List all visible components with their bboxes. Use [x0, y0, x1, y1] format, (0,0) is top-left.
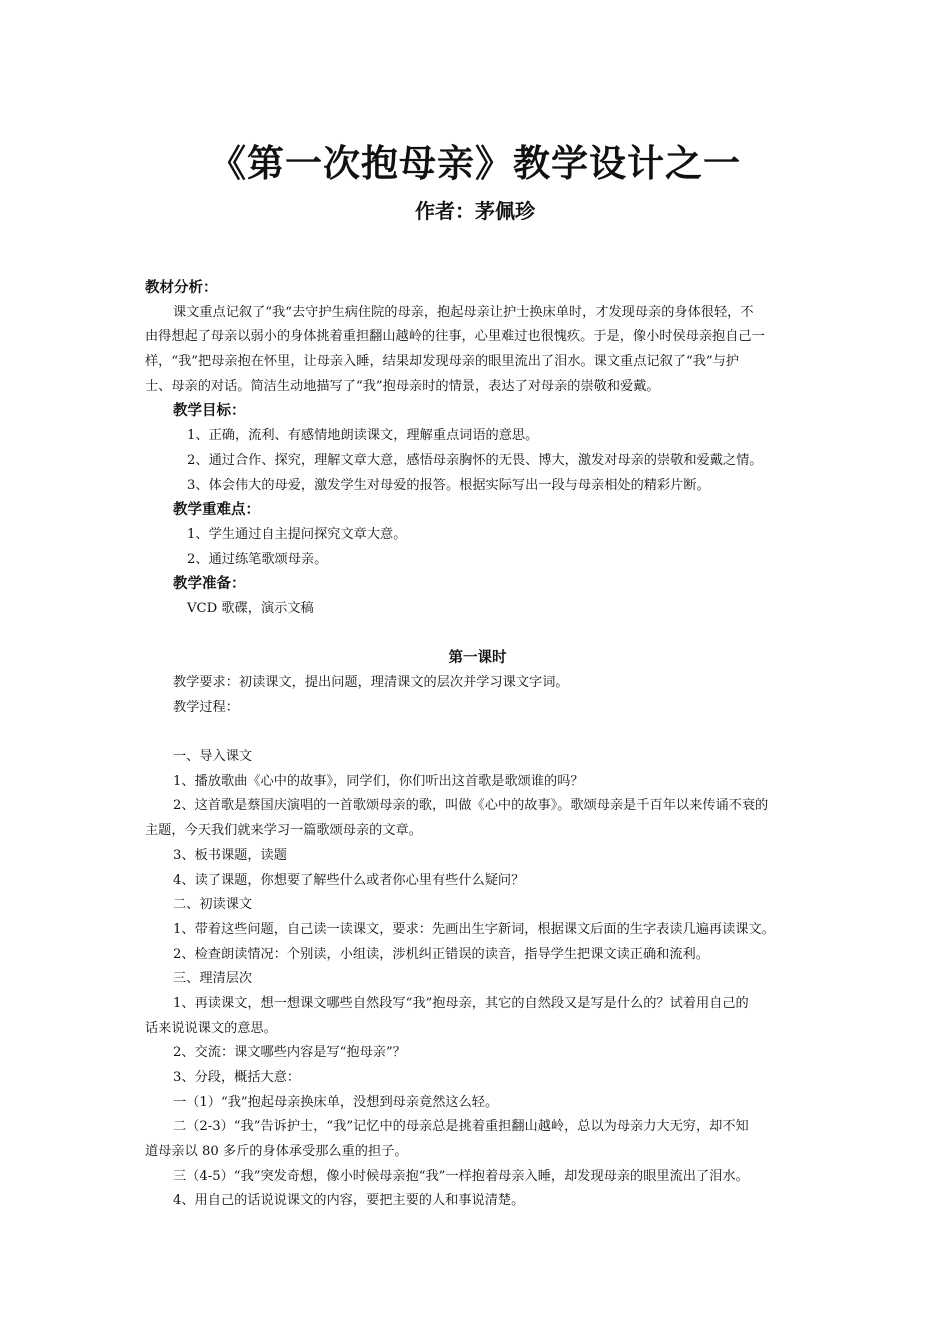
preparation-text: VCD 歌碟，演示文稿: [187, 600, 314, 616]
lesson-line: 道母亲以 80 多斤的身体承受那么重的担子。: [145, 1144, 408, 1160]
lesson-line: 2、这首歌是蔡国庆演唱的一首歌颂母亲的歌，叫做《心中的故事》。歌颂母亲是千百年以来传诵不衰的: [173, 798, 769, 814]
goals-heading: 教学目标：: [173, 403, 246, 420]
lesson-line: 三、理清层次: [173, 971, 253, 987]
goals-item: 3、体会伟大的母爱，激发学生对母爱的报答。根据实际写出一段与母亲相处的精彩片断。: [187, 477, 710, 493]
analysis-heading: 教材分析：: [145, 280, 218, 296]
lesson-line: 3、板书课题，读题: [173, 847, 287, 863]
lesson-line: 二（2-3）“我”告诉护士，“我”记忆中的母亲总是挑着重担翻山越岭，总以为母亲力大无穷，却不知: [173, 1119, 749, 1135]
lesson-line: 1、再读课文，想一想课文哪些自然段写“我”抱母亲，其它的自然段又是写是什么的？试着用自己的: [173, 995, 749, 1011]
lesson-line: 2、检查朗读情况：个别读，小组读，涉机纠正错误的读音，指导学生把课文读正确和流利。: [173, 946, 709, 962]
lesson-line: 4、读了课题，你想要了解些什么或者你心里有些什么疑问？: [173, 872, 525, 888]
difficulties-item: 1、学生通过自主提问探究文章大意。: [187, 526, 407, 542]
difficulties-heading: 教学重难点：: [173, 502, 260, 519]
lesson-line: 2、交流：课文哪些内容是写“抱母亲”？: [173, 1045, 406, 1061]
lesson-heading: 第一课时: [448, 650, 507, 667]
goals-item: 2、通过合作、探究，理解文章大意，感悟母亲胸怀的无畏、博大，激发对母亲的崇敬和爱戴之情。: [187, 452, 763, 468]
lesson-line: 一、导入课文: [173, 749, 253, 765]
lesson-process-label: 教学过程：: [173, 699, 239, 715]
document-author: 作者：茅佩珍: [415, 199, 535, 223]
preparation-heading: 教学准备：: [173, 576, 246, 593]
lesson-line: 4、用自己的话说说课文的内容，要把主要的人和事说清楚。: [173, 1193, 525, 1209]
lesson-requirement: 教学要求：初读课文，提出问题，理清课文的层次并学习课文字词。: [173, 675, 569, 690]
analysis-line: 由得想起了母亲以弱小的身体挑着重担翻山越岭的往事，心里难过也很愧疚。于是，像小时侯母亲抱自己一: [145, 329, 765, 345]
analysis-line: 士、母亲的对话。简洁生动地描写了“我”抱母亲时的情景，表达了对母亲的崇敬和爱戴。: [145, 378, 660, 394]
analysis-line: 课文重点记叙了“我“去守护生病住院的母亲，抱起母亲让护士换床单时，才发现母亲的身体很轻，不: [173, 304, 754, 320]
lesson-line: 一（1）“我”抱起母亲换床单，没想到母亲竟然这么轻。: [173, 1094, 499, 1110]
analysis-line: 样，“我”把母亲抱在怀里，让母亲入睡，结果却发现母亲的眼里流出了泪水。课文重点记叙了“我”与护: [145, 354, 740, 370]
document-title: 《第一次抱母亲》教学设计之一: [209, 142, 741, 185]
lesson-line: 话来说说课文的意思。: [145, 1020, 277, 1036]
lesson-line: 三（4-5）“我”突发奇想，像小时候母亲抱“我”一样抱着母亲入睡，却发现母亲的眼里流出了泪水。: [173, 1168, 749, 1184]
document-body: [145, 276, 810, 1214]
lesson-line: 3、分段，概括大意：: [173, 1070, 301, 1085]
lesson-line: 1、带着这些问题，自己读一读课文，要求：先画出生字新词，根据课文后面的生字表读几遍再读课文。: [173, 921, 775, 937]
lesson-line: 主题，今天我们就来学习一篇歌颂母亲的文章。: [145, 823, 422, 839]
difficulties-item: 2、通过练笔歌颂母亲。: [187, 551, 328, 567]
lesson-line: 1、播放歌曲《心中的故事》，同学们，你们听出这首歌是歌颂谁的吗？: [173, 773, 584, 789]
goals-item: 1、正确，流利、有感情地朗读课文，理解重点词语的意思。: [187, 428, 539, 444]
lesson-line: 二、初读课文: [173, 897, 253, 913]
